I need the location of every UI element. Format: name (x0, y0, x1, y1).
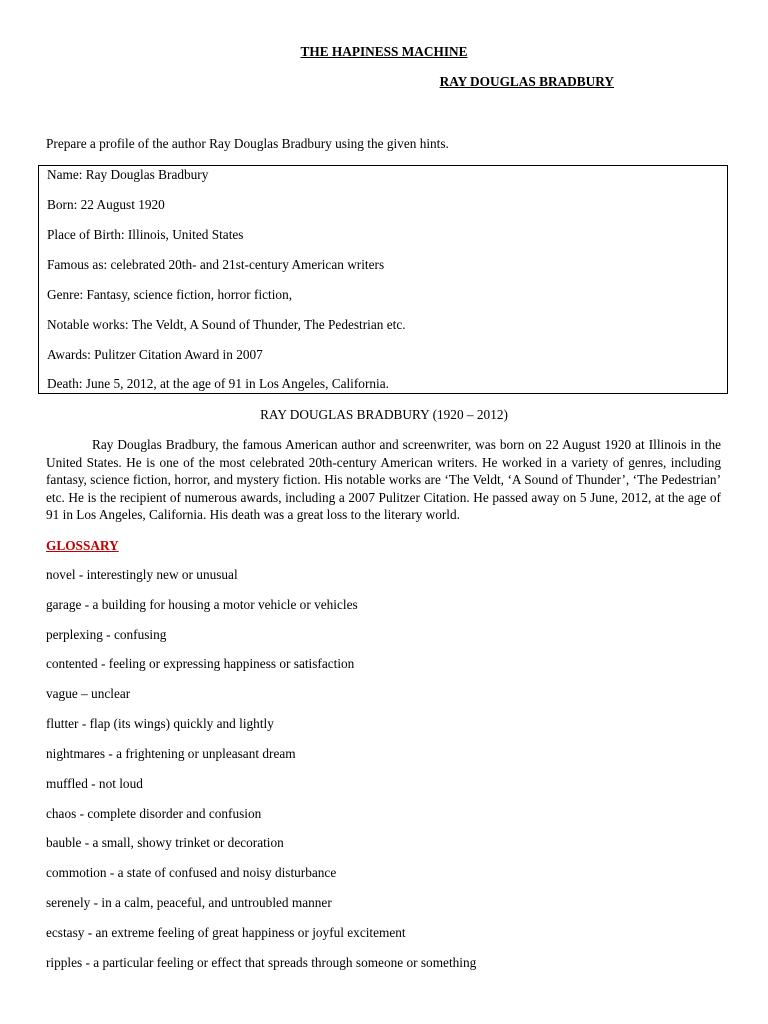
glossary-item: commotion - a state of confused and noisy disturbance (46, 865, 337, 880)
profile-death: Death: June 5, 2012, at the age of 91 in Los Angeles, California. (47, 376, 389, 391)
instruction-text: Prepare a profile of the author Ray Douglas Bradbury using the given hints. (46, 136, 449, 151)
profile-genre: Genre: Fantasy, science fiction, horror fiction, (47, 287, 293, 302)
profile-birthplace: Place of Birth: Illinois, United States (47, 227, 244, 242)
glossary-item: ripples - a particular feeling or effect that spreads through someone or something (46, 955, 477, 970)
profile-awards: Awards: Pulitzer Citation Award in 2007 (47, 347, 263, 362)
glossary-item: bauble - a small, showy trinket or decoration (46, 835, 284, 850)
glossary-item: nightmares - a frightening or unpleasant dream (46, 746, 296, 761)
glossary-item: muffled - not loud (46, 776, 143, 791)
glossary-item: chaos - complete disorder and confusion (46, 806, 262, 821)
glossary-item: flutter - flap (its wings) quickly and lightly (46, 716, 274, 731)
glossary-item: garage - a building for housing a motor vehicle or vehicles (46, 597, 358, 612)
glossary-item: novel - interestingly new or unusual (46, 567, 238, 582)
glossary-item: perplexing - confusing (46, 627, 167, 642)
profile-box (38, 165, 728, 394)
profile-notable-works: Notable works: The Veldt, A Sound of Thunder, The Pedestrian etc. (47, 317, 406, 332)
glossary-item: ecstasy - an extreme feeling of great happiness or joyful excitement (46, 925, 406, 940)
author-heading: RAY DOUGLAS BRADBURY (439, 74, 614, 89)
glossary-item: vague – unclear (46, 686, 131, 701)
glossary-heading: GLOSSARY (46, 538, 119, 553)
profile-famous-as: Famous as: celebrated 20th- and 21st-century American writers (47, 257, 385, 272)
document-title: THE HAPINESS MACHINE (300, 44, 468, 59)
profile-name: Name: Ray Douglas Bradbury (47, 167, 209, 182)
bio-paragraph: Ray Douglas Bradbury, the famous American author and screenwriter, was born on 22 August 1920 at Illinois in the United States. He is one of the most celebrated 20th-century American writers. He worked in a variety of genres, including fantasy, science fiction, horror, and mystery fiction. His notable works are ‘The Veldt, ‘A Sound of Thunder’, ‘The Pedestrian’ etc. He is the recipient of numerous awards, including a 2007 Pulitzer Citation. He passed away on 5 June, 2012, at the age of 91 in Los Angeles, California. His death was a great loss to the literary world. (46, 437, 721, 523)
profile-born: Born: 22 August 1920 (47, 197, 165, 212)
glossary-item: contented - feeling or expressing happiness or satisfaction (46, 656, 355, 671)
bio-heading: RAY DOUGLAS BRADBURY (1920 – 2012) (260, 407, 508, 422)
glossary-item: serenely - in a calm, peaceful, and untroubled manner (46, 895, 332, 910)
